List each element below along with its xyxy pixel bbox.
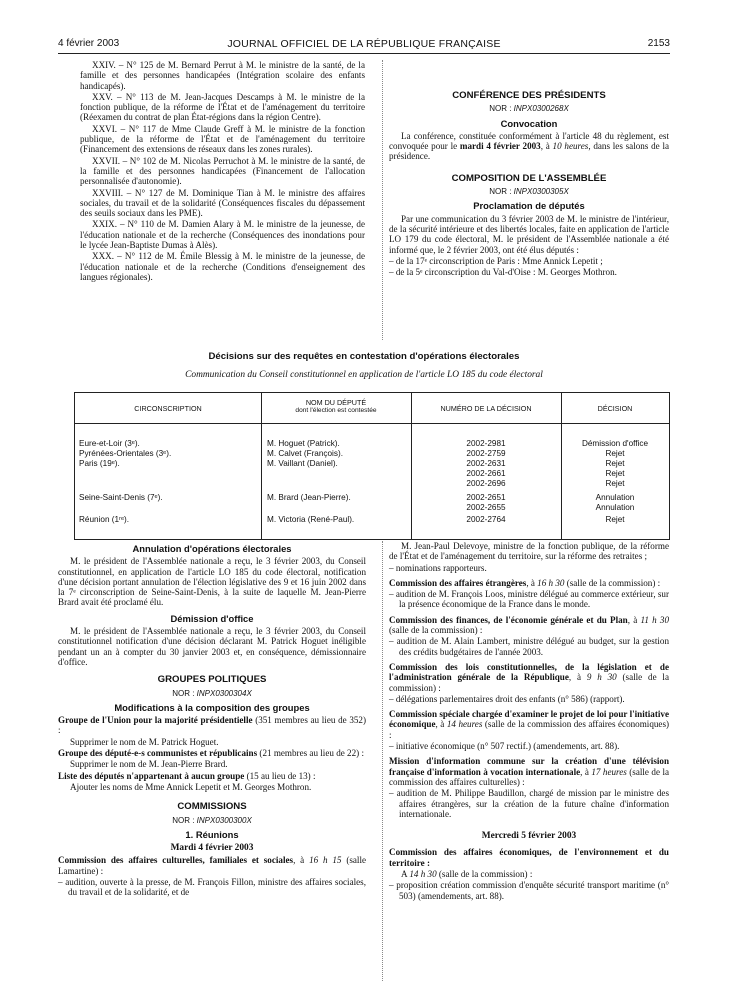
col-header-circonscription: CIRCONSCRIPTION xyxy=(134,404,202,413)
groupe-pc-text: Supprimer le nom de M. Jean-Pierre Brard. xyxy=(70,759,228,770)
proclamation-text: Par une communication du 3 février 2003 de M. le ministre de l'intérieur, de la sécurité intérieure et des libertés locales, faite en application de l'article LO 179 du code électoral, M. le président de l'Assemblée nationale a été informé que, le 2 février 2003, ont été élus députés : xyxy=(389,213,669,255)
cell-nom: M. Calvet (François). xyxy=(267,449,343,458)
mission-information: Mission d'information commune sur la création d'une télévision française d'information à vocation internationale, à 17 heures (salle de la commission des affaires culturelles) : xyxy=(389,756,670,787)
commission-item: – proposition création commission d'enquête sécurité transport maritime (n° 503) (amendements, art. 88). xyxy=(389,880,669,901)
decisions-subtitle: Communication du Conseil constitutionnel en application de l'article LO 185 du code électoral xyxy=(185,370,543,380)
cell-decision: Rejet xyxy=(605,469,625,478)
composition-nor: NOR : INPX0300305X xyxy=(489,187,569,197)
modifications-title: Modifications à la composition des groupes xyxy=(114,701,310,713)
cell-nom: M. Brard (Jean-Pierre). xyxy=(267,493,351,502)
commission-etrangeres: Commission des affaires étrangères, à 16 h 30 (salle de la commission) : xyxy=(389,577,661,588)
cell-numero: 2002-2655 xyxy=(466,503,506,512)
conference-nor: NOR : INPX0300268X xyxy=(489,104,569,114)
cell-circonscription: Seine-Saint-Denis (7ᵉ). xyxy=(79,493,163,502)
conference-section xyxy=(389,83,669,278)
right-column xyxy=(389,541,669,902)
question-item: XXIV. – N° 125 de M. Bernard Perrut à M. le ministre de la santé, de la famille et des personnes handicapées (Intégration scolaire des enfants handicapés). xyxy=(80,60,365,91)
commission-time: A 14 h 30 (salle de la commission) : xyxy=(401,869,533,880)
cell-decision: Rejet xyxy=(605,459,625,468)
question-item: XXVIII. – N° 127 de M. Dominique Tian à M. le ministre des affaires sociales, du travail et de la solidarité (Conséquences fiscales du dépassement des seuils sociaux dans les PME). xyxy=(80,187,365,219)
cell-nom: M. Victoria (René-Paul). xyxy=(267,515,355,524)
cell-circonscription: Paris (19ᵉ). xyxy=(79,459,120,468)
commission-item: – audition, ouverte à la presse, de M. François Fillon, ministre des affaires sociales, du travail et de la solidarité, et de xyxy=(58,877,366,898)
decisions-table xyxy=(74,392,670,540)
commission-item: – audition de M. François Loos, ministre délégué au commerce extérieur, sur la présence économique de la France dans le monde. xyxy=(389,589,669,610)
table-divider xyxy=(261,393,262,539)
column-separator xyxy=(382,60,383,340)
proclamation-title: Proclamation de députés xyxy=(473,200,585,212)
cell-numero: 2002-2661 xyxy=(466,469,506,478)
cell-circonscription: Réunion (1ʳᵉ). xyxy=(79,515,130,524)
questions-list xyxy=(80,60,365,283)
annulation-text: M. le président de l'Assemblée nationale a reçu, le 3 février 2003, du Conseil constitutionnel, en application de l'article LO 185 du code électoral, notification d'une décision portant annulation de l'élection législative des 9 et 16 juin 2002 dans la 7ᵉ circonscription de Seine-Saint-Denis, à la suite de laquelle M. Jean-Pierre Brard avait été proclamé élu. xyxy=(58,556,366,608)
composition-title: COMPOSITION DE L'ASSEMBLÉE xyxy=(451,172,607,184)
cell-numero: 2002-2651 xyxy=(466,493,506,502)
proclamation-item: – de la 5ᵉ circonscription du Val-d'Oise : M. Georges Mothron. xyxy=(389,267,669,277)
page-number: 2153 xyxy=(647,38,670,49)
cell-decision: Rejet xyxy=(605,449,625,458)
commission-speciale: Commission spéciale chargée d'examiner le projet de loi pour l'initiative économique, à 14 heures (salle de la commission des affaires économiques) : xyxy=(389,709,670,740)
commission-lois: Commission des lois constitutionnelles, de la législation et de l'administration générale de la République, à 9 h 30 (salle de la commission) : xyxy=(389,661,669,693)
cell-nom: M. Hoguet (Patrick). xyxy=(267,439,340,448)
reunions-title: 1. Réunions xyxy=(185,828,239,840)
groupes-title: GROUPES POLITIQUES xyxy=(157,674,267,686)
cell-circonscription: Pyrénées-Orientales (3ᵉ). xyxy=(79,449,172,458)
commission-item: – nominations rapporteurs. xyxy=(389,563,669,573)
page-header xyxy=(58,38,670,52)
continuation-text: M. Jean-Paul Delevoye, ministre de la fonction publique, de la réforme de l'État et de l'aménagement du territoire, sur la réforme des retraites ; xyxy=(389,541,669,562)
col-header-numero: NUMÉRO DE LA DÉCISION xyxy=(440,404,532,413)
groupe-ump-text: Supprimer le nom de M. Patrick Hoguet. xyxy=(70,736,219,747)
cell-circonscription: Eure-et-Loir (3ᵉ). xyxy=(79,439,140,448)
question-item: XXVI. – N° 117 de Mme Claude Greff à M. le ministre de la fonction publique, de la réforme de l'État et de l'aménagement du territoire (Financement des extensions de réseaux dans les zones rurales). xyxy=(80,123,365,155)
commission-item: – audition de M. Philippe Baudillon, chargé de mission par le ministre des affaires étrangères, sur la création de la future chaîne d'information internationale. xyxy=(389,788,669,819)
col-header-decision: DÉCISION xyxy=(597,404,633,413)
left-column xyxy=(58,541,366,899)
convocation-text: La conférence, constituée conformément à l'article 48 du règlement, est convoquée pour le mardi 4 février 2003, à 10 heures, dans les salons de la présidence. xyxy=(389,130,670,162)
annulation-title: Annulation d'opérations électorales xyxy=(132,543,292,554)
header-rule xyxy=(58,53,670,54)
cell-nom: M. Vaillant (Daniel). xyxy=(267,459,338,468)
table-header xyxy=(75,393,669,424)
header-date: 4 février 2003 xyxy=(58,38,120,49)
cell-numero: 2002-2764 xyxy=(466,515,506,524)
demission-title: Démission d'office xyxy=(170,612,254,624)
mardi-title: Mardi 4 février 2003 xyxy=(170,843,254,854)
commission-economiques: Commission des affaires économiques, de l'environnement et du territoire : xyxy=(389,847,669,868)
cell-decision: Annulation xyxy=(595,493,635,502)
cell-numero: 2002-2759 xyxy=(466,449,506,458)
proclamation-item: – de la 17ᵉ circonscription de Paris : Mme Annick Lepetit ; xyxy=(389,256,669,266)
question-item: XXX. – N° 112 de M. Émile Blessig à M. le ministre de la jeunesse, de l'éducation nationale et de la recherche (Conditions d'enseignement des langues régionales). xyxy=(80,251,365,282)
commissions-nor: NOR : INPX0300300X xyxy=(172,815,252,825)
commission-item: – audition de M. Alain Lambert, ministre délégué au budget, sur la gestion des crédits budgétaires de l'année 2003. xyxy=(389,636,669,657)
commissions-title: COMMISSIONS xyxy=(177,801,247,813)
non-inscrits: Liste des députés n'appartenant à aucun groupe (15 au lieu de 13) : xyxy=(58,770,316,781)
journal-title: JOURNAL OFFICIEL DE LA RÉPUBLIQUE FRANÇAISE xyxy=(227,38,501,50)
cell-numero: 2002-2631 xyxy=(466,459,506,468)
column-separator xyxy=(382,541,383,981)
question-item: XXV. – N° 113 de M. Jean-Jacques Descamps à M. le ministre de la fonction publique, de la réforme de l'État et de l'aménagement du territoire (Réexamen du contrat de plan État-régions dans la région Centre). xyxy=(80,91,365,123)
decisions-title: Décisions sur des requêtes en contestation d'opérations électorales xyxy=(208,351,520,362)
question-item: XXVII. – N° 102 de M. Nicolas Perruchot à M. le ministre de la santé, de la famille et des personnes handicapées (Financement de l'allocation personnalisée d'autonomie). xyxy=(80,155,365,187)
cell-decision: Rejet xyxy=(605,515,625,524)
non-inscrits-text: Ajouter les noms de Mme Annick Lepetit et M. Georges Mothron. xyxy=(70,781,312,792)
cell-decision: Rejet xyxy=(605,479,625,488)
cell-numero: 2002-2696 xyxy=(466,479,506,488)
commission-culturelle: Commission des affaires culturelles, familiales et sociales, à 16 h 15 (salle Lamartine) : xyxy=(58,855,367,876)
cell-numero: 2002-2981 xyxy=(466,439,506,448)
mercredi-title: Mercredi 5 février 2003 xyxy=(481,831,577,842)
question-item: XXIX. – N° 110 de M. Damien Alary à M. le ministre de la jeunesse, de l'éducation nationale et de la recherche (Conséquences des inondations pour le lycée Jean-Baptiste Dumas à Alès). xyxy=(80,219,365,251)
conference-title: CONFÉRENCE DES PRÉSIDENTS xyxy=(452,90,606,101)
cell-decision: Démission d'office xyxy=(581,439,649,448)
commission-finances: Commission des finances, de l'économie générale et du Plan, à 11 h 30 (salle de la commission) : xyxy=(389,614,670,636)
cell-decision: Annulation xyxy=(595,503,635,512)
commission-item: – délégations parlementaires droit des enfants (n° 586) (rapport). xyxy=(389,694,669,704)
commission-item: – initiative économique (n° 507 rectif.) (amendements, art. 88). xyxy=(389,741,669,751)
demission-text: M. le président de l'Assemblée nationale a reçu, le 3 février 2003, du Conseil constitutionnel notification d'une décision déclarant M. Patrick Hoguet inéligible pendant un an à compter du 30 janvier 2003 et, en conséquence, démissionnaire d'office. xyxy=(58,626,366,667)
convocation-title: Convocation xyxy=(500,117,558,129)
groupes-nor: NOR : INPX0300304X xyxy=(172,688,252,698)
groupe-pc: Groupe des député-e-s communistes et républicains (21 membres au lieu de 22) : xyxy=(58,748,364,759)
groupe-ump: Groupe de l'Union pour la majorité présidentielle (351 membres au lieu de 352) : xyxy=(58,715,366,736)
col-header-nom: NOM DU DÉPUTÉ dont l'élection est contestée xyxy=(295,398,377,414)
